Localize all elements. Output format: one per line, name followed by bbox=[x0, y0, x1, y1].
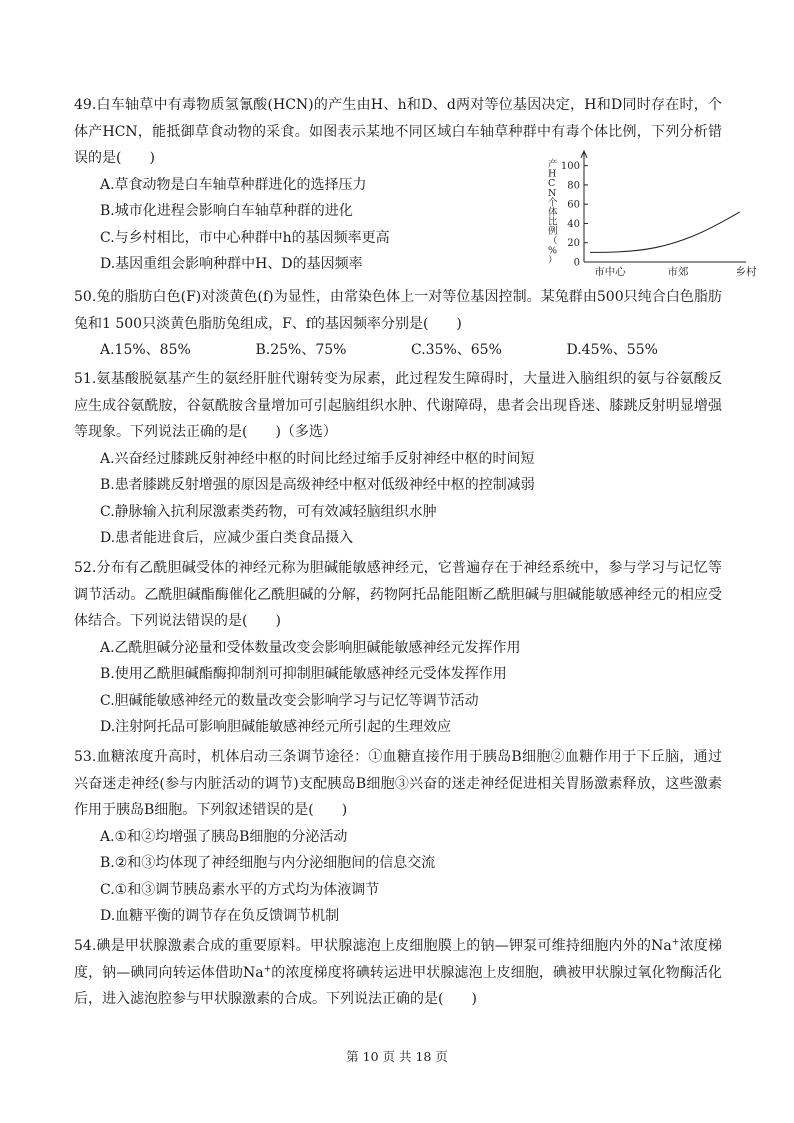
y-tick-label: 60 bbox=[567, 199, 580, 211]
y-tick-label: 40 bbox=[567, 218, 580, 230]
question-52 bbox=[74, 555, 722, 741]
hcn-proportion-chart bbox=[540, 150, 757, 282]
question-51-stem: 51.氨基酸脱氨基产生的氨经肝脏代谢转变为尿素，此过程发生障碍时，大量进入脑组织的氨与谷氨酸反应生成谷氨酰胺，谷氨酰胺含量增加可引起脑组织水肿、代谢障碍，患者会出现昏迷、膝跳反射明显增强等现象。下列说法正确的是( )（多选） bbox=[74, 371, 722, 440]
question-49-option-c: C.与乡村相比，市中心种群中h的基因频率更高 bbox=[100, 229, 390, 246]
question-51-option-d: D.患者能进食后，应减少蛋白类食品摄入 bbox=[100, 530, 354, 546]
question-50 bbox=[74, 284, 722, 364]
question-49-stem: 49.白车轴草中有毒物质氢氰酸(HCN)的产生由H、h和D、d两对等位基因决定，H和D同时存在时，个体产HCN，能抵御草食动物的采食。如图表示某地不同区域白车轴草种群中有毒个体比例，下列分析错误的是( ) bbox=[74, 97, 722, 166]
question-49-option-b: B.城市化进程会影响白车轴草种群的进化 bbox=[100, 203, 353, 219]
question-52-stem: 52.分布有乙酰胆碱受体的神经元称为胆碱能敏感神经元，它普遍存在于神经系统中，参与学习与记忆等调节活动。乙酰胆碱酯酶催化乙酰胆碱的分解，药物阿托品能阻断乙酰胆碱与胆碱能敏感神经元的相应受体结合。下列说法错误的是( ) bbox=[74, 560, 722, 629]
question-52-option-d: D.注射阿托品可影响胆碱能敏感神经元所引起的生理效应 bbox=[100, 719, 452, 735]
x-tick-label: 市郊 bbox=[667, 266, 689, 278]
x-tick-label: 市中心 bbox=[594, 266, 626, 278]
sodium-charge-superscript-2: + bbox=[263, 963, 272, 974]
question-54-stem-part-3: 的浓度梯度将碘转运进甲状腺滤泡上皮细胞，碘被甲状腺过氧化物酶活化后，进入滤泡腔参与甲状腺激素的合成。下列说法正确的是( ) bbox=[74, 964, 722, 1007]
question-52-option-b: B.使用乙酰胆碱酯酶抑制剂可抑制胆碱能敏感神经元受体发挥作用 bbox=[100, 666, 507, 682]
question-52-option-c: C.胆碱能敏感神经元的数量改变会影响学习与记忆等调节活动 bbox=[100, 692, 479, 709]
question-49-option-a: A.草食动物是白车轴草种群进化的选择压力 bbox=[100, 176, 367, 193]
question-54-stem bbox=[74, 933, 722, 1013]
question-53-option-b: B.②和③均体现了神经细胞与内分泌细胞间的信息交流 bbox=[100, 855, 436, 871]
y-tick-label: 80 bbox=[567, 180, 580, 192]
y-tick-label: 20 bbox=[567, 238, 580, 250]
question-54-stem-part-1: 54.碘是甲状腺激素合成的重要原料。甲状腺滤泡上皮细胞膜上的钠—钾泵可维持细胞内外的Na bbox=[74, 938, 672, 954]
y-tick-label: 100 bbox=[560, 161, 580, 173]
question-50-stem: 50.兔的脂肪白色(F)对淡黄色(f)为显性，由常染色体上一对等位基因控制。某兔群由500只纯合白色脂肪兔和1 500只淡黄色脂肪兔组成，F、f的基因频率分别是( ) bbox=[74, 289, 722, 332]
question-52-option-a: A.乙酰胆碱分泌量和受体数量改变会影响胆碱能敏感神经元发挥作用 bbox=[100, 639, 521, 656]
question-53-option-d: D.血糖平衡的调节存在负反馈调节机制 bbox=[100, 908, 340, 924]
question-51-option-a: A.兴奋经过膝跳反射神经中枢的时间比经过缩手反射神经中枢的时间短 bbox=[100, 450, 535, 467]
page-footer: 第 10 页 共 18 页 bbox=[346, 1049, 448, 1064]
x-tick-label: 乡村 bbox=[735, 266, 757, 278]
question-50-option-c: C.35%、65% bbox=[411, 342, 502, 358]
y-tick-label: 0 bbox=[573, 257, 580, 269]
question-51-option-c: C.静脉输入抗利尿激素类药物，可有效减轻脑组织水肿 bbox=[100, 503, 437, 520]
question-50-option-b: B.25%、75% bbox=[255, 342, 347, 358]
question-53 bbox=[74, 744, 722, 930]
question-50-options bbox=[74, 337, 722, 364]
question-50-option-d: D.45%、55% bbox=[566, 342, 658, 358]
question-53-stem: 53.血糖浓度升高时，机体启动三条调节途径：①血糖直接作用于胰岛B细胞②血糖作用于下丘脑，通过兴奋迷走神经(参与内脏活动的调节)支配胰岛B细胞③兴奋的迷走神经促进相关胃肠激素释放，这些激素作用于胰岛B细胞。下列叙述错误的是( ) bbox=[74, 749, 722, 818]
question-49-option-d: D.基因重组会影响种群中H、D的基因频率 bbox=[100, 256, 363, 272]
question-51-option-b: B.患者膝跳反射增强的原因是高级神经中枢对低级神经中枢的控制减弱 bbox=[100, 477, 535, 493]
question-54-stem-part-2: 浓度梯度，钠—碘同向转运体借助Na bbox=[74, 938, 723, 981]
question-53-option-c: C.①和③调节胰岛素水平的方式均为体液调节 bbox=[100, 881, 380, 898]
y-axis-label: 产 H C N 个体比例（%） bbox=[548, 159, 558, 266]
series-line bbox=[590, 212, 740, 252]
question-51 bbox=[74, 366, 722, 552]
question-54 bbox=[74, 933, 722, 1013]
question-50-option-a: A.15%、85% bbox=[100, 342, 191, 358]
question-53-option-a: A.①和②均增强了胰岛B细胞的分泌活动 bbox=[100, 828, 348, 845]
sodium-charge-superscript: + bbox=[671, 937, 680, 948]
